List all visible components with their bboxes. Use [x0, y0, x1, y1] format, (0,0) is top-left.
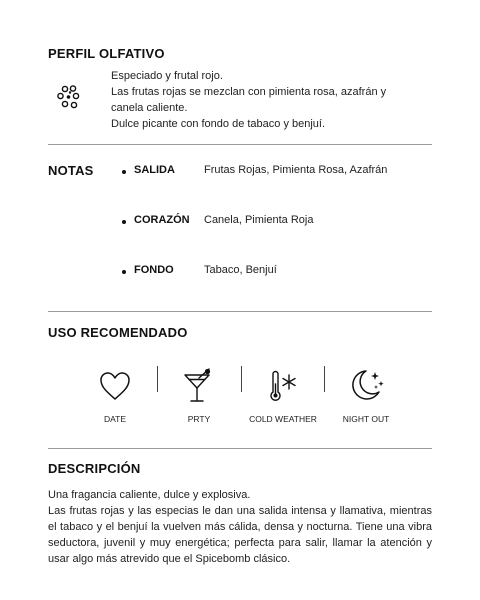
note-label: SALIDA [134, 164, 175, 176]
note-value: Canela, Pimienta Roja [204, 214, 314, 226]
usage-item-cold-weather [241, 366, 325, 425]
profile-description [111, 68, 421, 132]
note-value: Tabaco, Benjuí [204, 264, 277, 276]
thermometer-snowflake-icon [263, 366, 303, 406]
note-row-fondo [122, 264, 432, 280]
description-body [48, 487, 432, 567]
usage-item-date [73, 366, 157, 425]
moon-stars-icon [346, 366, 386, 406]
bullet [122, 270, 126, 274]
description-paragraph: Una fragancia caliente, dulce y explosiva. [48, 489, 251, 501]
usage-label: NIGHT OUT [342, 414, 390, 424]
profile-line: Dulce picante con fondo de tabaco y benjuí. [111, 118, 326, 130]
usage-item-night-out [324, 366, 408, 425]
description-paragraph: Las frutas rojas y las especias le dan una salida intensa y llamativa, mientras el tabaco y el benjuí la vuelven más cálida, densa y nocturna. Tiene una vibra seductora, juvenil y muy energética; perfecta para salir, llamar la atención y usar algo más atrevido que el Spicebomb clásico. [48, 505, 432, 565]
divider [48, 448, 432, 449]
bullet [122, 220, 126, 224]
profile-heading: PERFIL OLFATIVO [48, 46, 165, 61]
usage-label: COLD WEATHER [249, 414, 317, 424]
usage-item-party [157, 366, 241, 425]
note-row-salida [122, 164, 432, 180]
profile-line: Las frutas rojas se mezclan con pimienta rosa, azafrán y canela caliente. [111, 86, 387, 114]
divider [48, 311, 432, 312]
notes-heading: NOTAS [48, 163, 94, 178]
note-value: Frutas Rojas, Pimienta Rosa, Azafrán [204, 164, 388, 176]
note-row-corazon [122, 214, 432, 230]
bullet [122, 170, 126, 174]
divider [48, 144, 432, 145]
cocktail-icon [179, 366, 219, 406]
usage-label: DATE [103, 414, 127, 424]
note-label: CORAZÓN [134, 214, 190, 226]
profile-line: Especiado y frutal rojo. [111, 70, 223, 82]
description-heading: DESCRIPCIÓN [48, 461, 141, 476]
usage-label: PRTY [187, 414, 211, 424]
usage-heading: USO RECOMENDADO [48, 325, 188, 340]
heart-icon [95, 366, 135, 406]
spice-dots-icon [56, 84, 84, 112]
note-label: FONDO [134, 264, 174, 276]
